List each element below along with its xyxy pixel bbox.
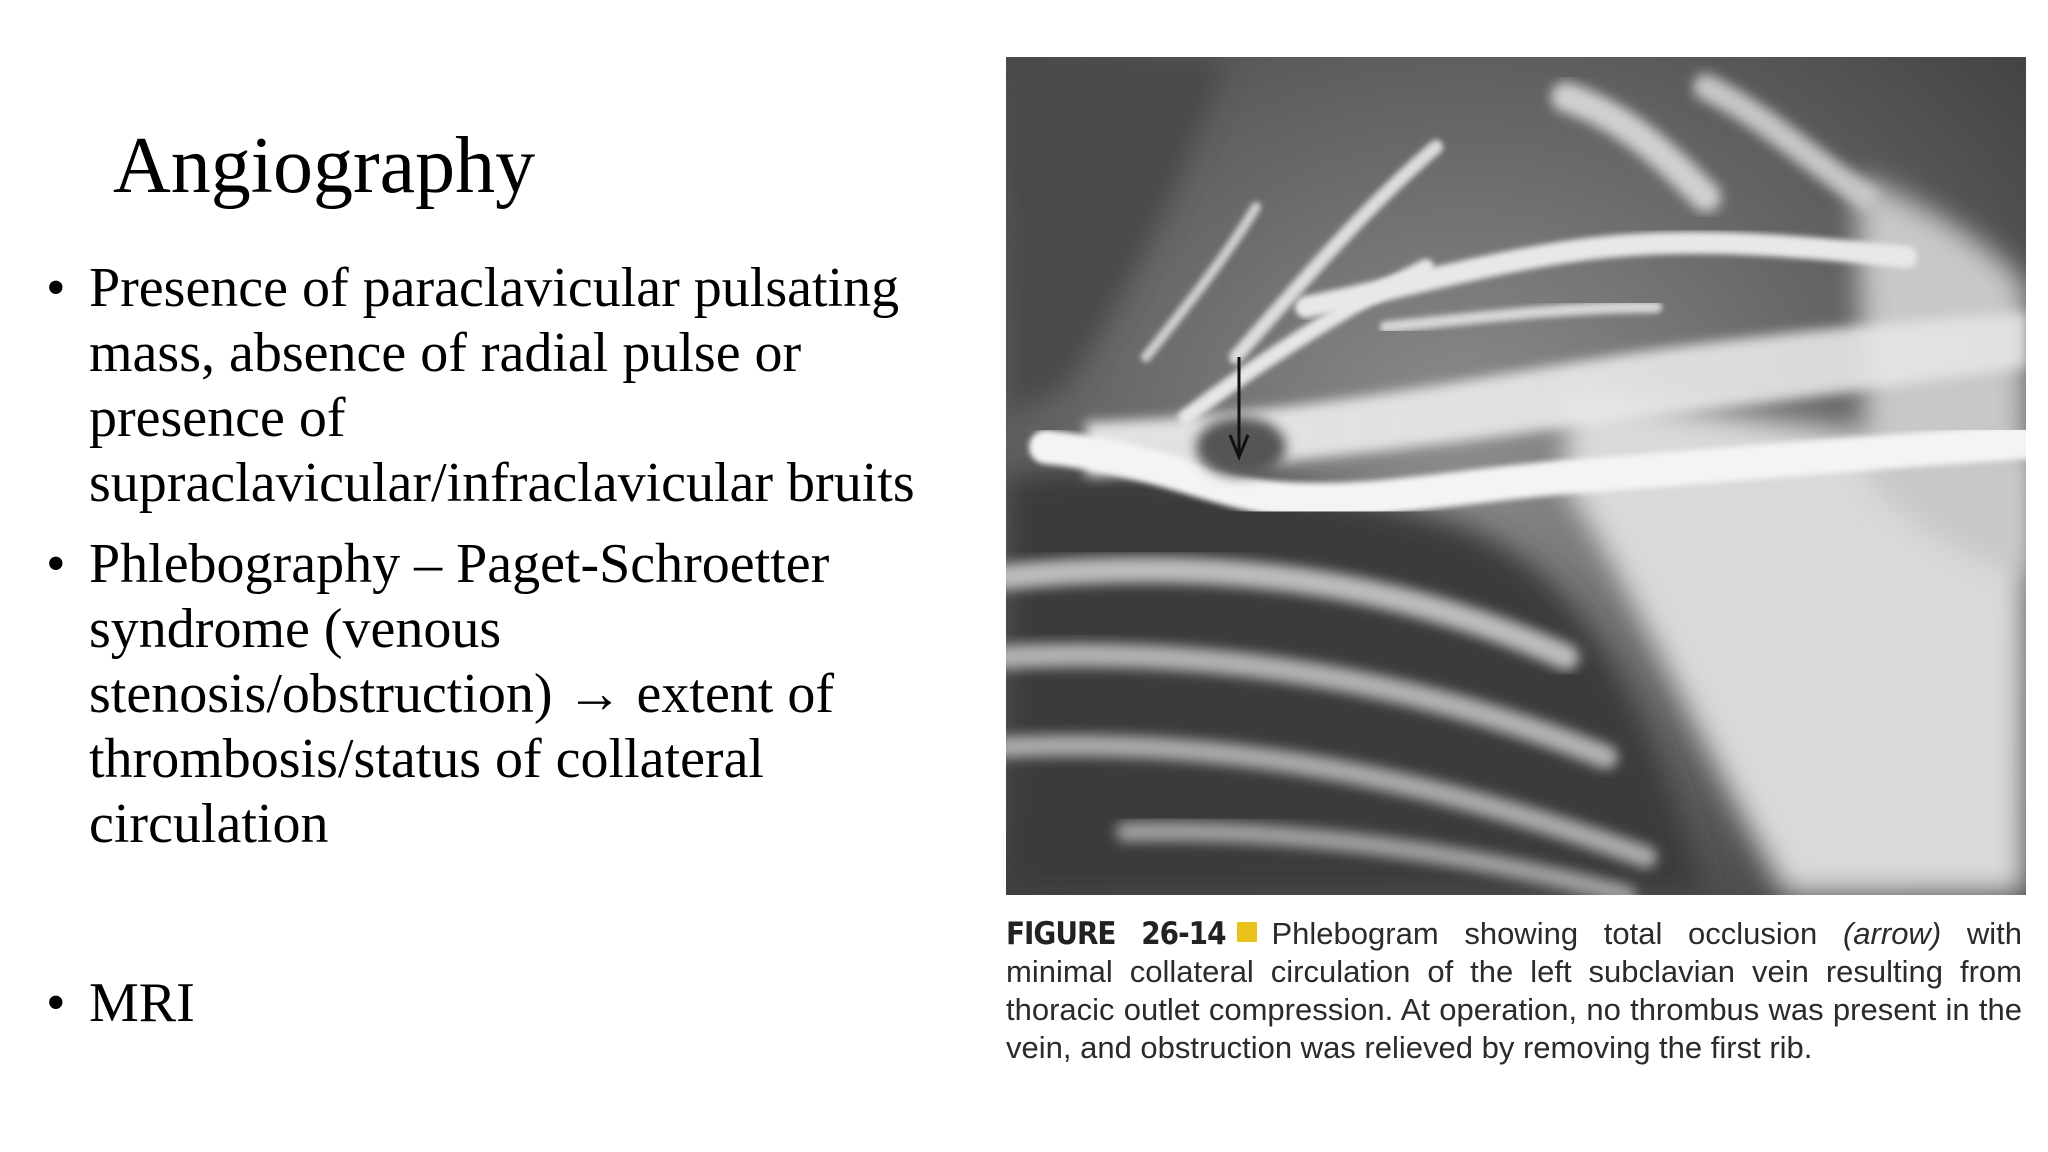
caption-text-rest: with minimal collateral circulation of the left subclavian vein resulting from thoracic outlet compression. At operation, no thrombus was present in the vein, and obstruction was relieved by removing the first rib. (1006, 916, 2022, 1065)
bullet-marker: • (46, 533, 66, 595)
bullet-item-mri (46, 971, 1006, 1036)
figure (1006, 57, 2026, 1067)
bullet-line: thrombosis/status of collateral (89, 728, 764, 790)
bullet-line: Presence of paraclavicular pulsating (89, 257, 900, 319)
bullet-marker: • (46, 257, 66, 319)
bullet-marker: • (46, 972, 66, 1034)
figure-caption (1006, 915, 2022, 1067)
bullet-line: circulation (89, 793, 329, 855)
slide-title: Angiography (113, 122, 536, 210)
caption-text-start: Phlebogram showing total occlusion (1271, 916, 1818, 951)
figure-label: FIGURE 26-14 (1006, 916, 1226, 952)
bullet-list (46, 256, 1006, 1036)
bullet-line: Phlebography – Paget-Schroetter (89, 533, 830, 595)
caption-marker-square (1237, 922, 1257, 942)
bullet-line: presence of (89, 387, 346, 449)
bullet-line: supraclavicular/infraclavicular bruits (89, 452, 915, 514)
bullet-line: stenosis/obstruction) → extent of (89, 663, 835, 725)
bullet-line: MRI (89, 972, 195, 1034)
caption-arrow-reference: (arrow) (1842, 916, 1942, 951)
bullet-line: mass, absence of radial pulse or (89, 322, 802, 384)
bullet-item-phlebography (46, 532, 1006, 857)
phlebogram-image (1006, 57, 2026, 895)
bullet-line: syndrome (venous (89, 598, 502, 660)
bullet-item-angiography-indications (46, 256, 1006, 516)
